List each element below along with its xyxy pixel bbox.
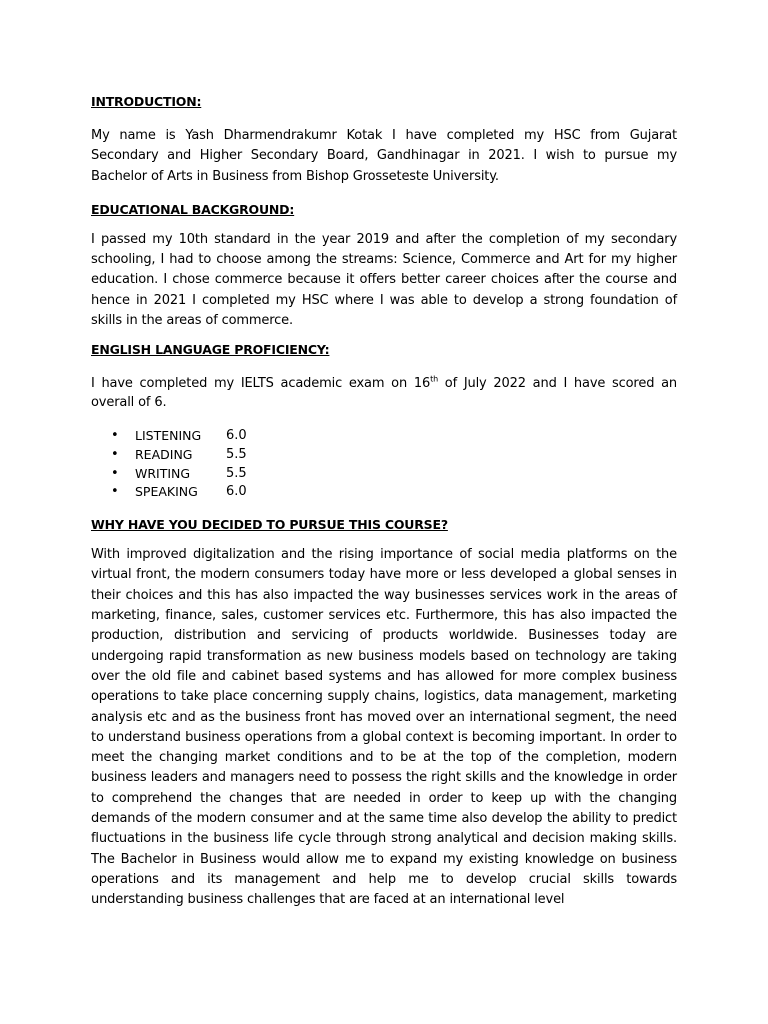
introduction-heading: INTRODUCTION:	[91, 94, 202, 109]
ielts-text-after: of July 2022 and I have scored an overall of 6.	[91, 376, 677, 410]
score-label: WRITING	[135, 465, 191, 481]
score-value: 5.5	[226, 446, 247, 462]
ielts-text-before: I have completed my IELTS academic exam on 16	[91, 376, 431, 392]
score-value: 5.5	[226, 465, 247, 481]
list-item	[111, 426, 677, 445]
list-item	[111, 482, 677, 501]
bullet-icon: •	[111, 446, 119, 462]
bullet-icon: •	[111, 484, 119, 500]
education-paragraph: I passed my 10th standard in the year 2019 and after the completion of my secondary schooling, I had to choose among the streams: Science, Commerce and Art for my higher education. I chose commerce because it offers better career choices after the course and hence in 2021 I completed my HSC where I was able to develop a strong foundation of skills in the areas of commerce.	[91, 231, 677, 329]
score-label: LISTENING	[135, 428, 202, 444]
ielts-score-list	[91, 426, 677, 501]
list-item	[111, 464, 677, 483]
introduction-paragraph: My name is Yash Dharmendrakumr Kotak I have completed my HSC from Gujarat Secondary and Higher Secondary Board, Gandhinagar in 2021. I wish to pursue my Bachelor of Arts in Business from Bishop Grosseteste University.	[91, 128, 677, 184]
list-item	[111, 445, 677, 464]
english-proficiency-heading: ENGLISH LANGUAGE PROFICIENCY:	[91, 342, 330, 358]
ielts-date-superscript: th	[430, 375, 439, 385]
education-heading: EDUCATIONAL BACKGROUND:	[91, 201, 295, 217]
bullet-icon: •	[111, 465, 119, 481]
score-value: 6.0	[226, 428, 247, 444]
why-course-heading: WHY HAVE YOU DECIDED TO PURSUE THIS COURSE?	[91, 517, 448, 533]
score-label: SPEAKING	[135, 484, 198, 500]
why-course-paragraph: With improved digitalization and the rising importance of social media platforms on the virtual front, the modern consumers today have more or less developed a global senses in their choices and this has also impacted the way businesses services work in the areas of marketing, finance, sales, customer services etc. Furthermore, this has also impacted the production, distribution and servicing of products worldwide. Businesses today are undergoing rapid transformation as new business models based on technology are taking over the old file and cabinet based systems and has allowed for more complex business operations to take place concerning supply chains, logistics, data management, marketing analysis etc and as the business front has moved over an international segment, the need to understand business operations from a global context is becoming important. In order to meet the changing market conditions and to be at the top of the completion, modern business leaders and managers need to possess the right skills and the knowledge in order to comprehend the changes that are needed in order to keep up with the changing demands of the modern consumer and at the same time also develop the ability to predict fluctuations in the business life cycle through strong analytical and decision making skills. The Bachelor in Business would allow me to expand my existing knowledge on business operations and its management and help me to develop crucial skills towards understanding business challenges that are faced at an international level	[91, 547, 677, 908]
score-value: 6.0	[226, 484, 247, 500]
bullet-icon: •	[111, 428, 119, 444]
english-proficiency-paragraph	[91, 375, 677, 412]
score-label: READING	[135, 446, 193, 462]
